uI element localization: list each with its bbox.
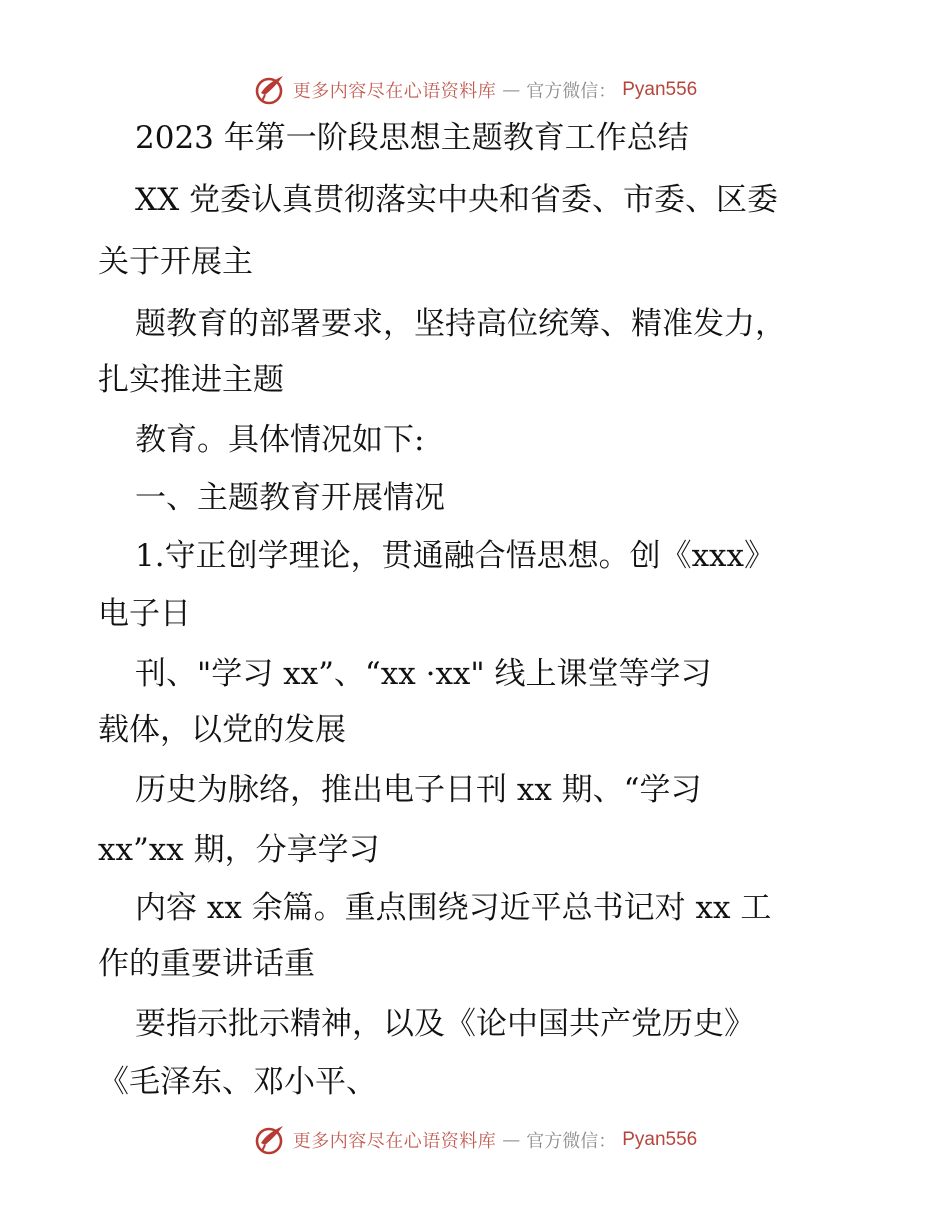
watermark-text: 更多内容尽在心语资料库	[292, 81, 497, 102]
watermark-wechat-id: Pyan556	[622, 79, 698, 100]
paragraph-line: 刊、"学习 xx”、“xx ·xx" 线上课堂等学习	[135, 656, 712, 692]
watermark-label: 官方微信：	[526, 1131, 617, 1152]
paragraph-line: xx”xx 期，分享学习	[98, 832, 380, 868]
paragraph-line: 关于开展主	[98, 244, 253, 280]
red-quill-logo-icon	[253, 1123, 287, 1157]
paragraph-line: 教育。具体情况如下:	[135, 422, 425, 458]
watermark-text: 更多内容尽在心语资料库	[292, 1131, 497, 1152]
watermark-label: 官方微信：	[526, 81, 617, 102]
paragraph-line: XX 党委认真贯彻落实中央和省委、市委、区委	[135, 182, 778, 218]
paragraph-line: 历史为脉络，推出电子日刊 xx 期、“学习	[135, 772, 702, 808]
watermark-separator: —	[502, 79, 521, 101]
red-quill-logo-icon	[253, 73, 287, 107]
paragraph-line: 扎实推进主题	[98, 362, 284, 398]
paragraph-line: 题教育的部署要求，坚持高位统筹、精准发力，	[135, 306, 786, 342]
paragraph-line: 《毛泽东、邓小平、	[98, 1064, 377, 1100]
document-title: 2023 年第一阶段思想主题教育工作总结	[135, 120, 689, 156]
paragraph-line: 载体，以党的发展	[98, 712, 346, 748]
paragraph-line: 1.守正创学理论，贯通融合悟思想。创《xxx》	[135, 538, 776, 574]
section-heading: 一、主题教育开展情况	[135, 480, 445, 516]
watermark-wechat-id: Pyan556	[622, 1129, 698, 1150]
paragraph-line: 内容 xx 余篇。重点围绕习近平总书记对 xx 工	[135, 890, 772, 926]
paragraph-line: 电子日	[98, 596, 191, 632]
paragraph-line: 要指示批示精神，以及《论中国共产党历史》	[135, 1006, 755, 1042]
paragraph-line: 作的重要讲话重	[98, 946, 315, 982]
watermark-separator: —	[502, 1129, 521, 1151]
watermark-banner-top	[0, 72, 950, 108]
watermark-banner-bottom	[0, 1122, 950, 1158]
